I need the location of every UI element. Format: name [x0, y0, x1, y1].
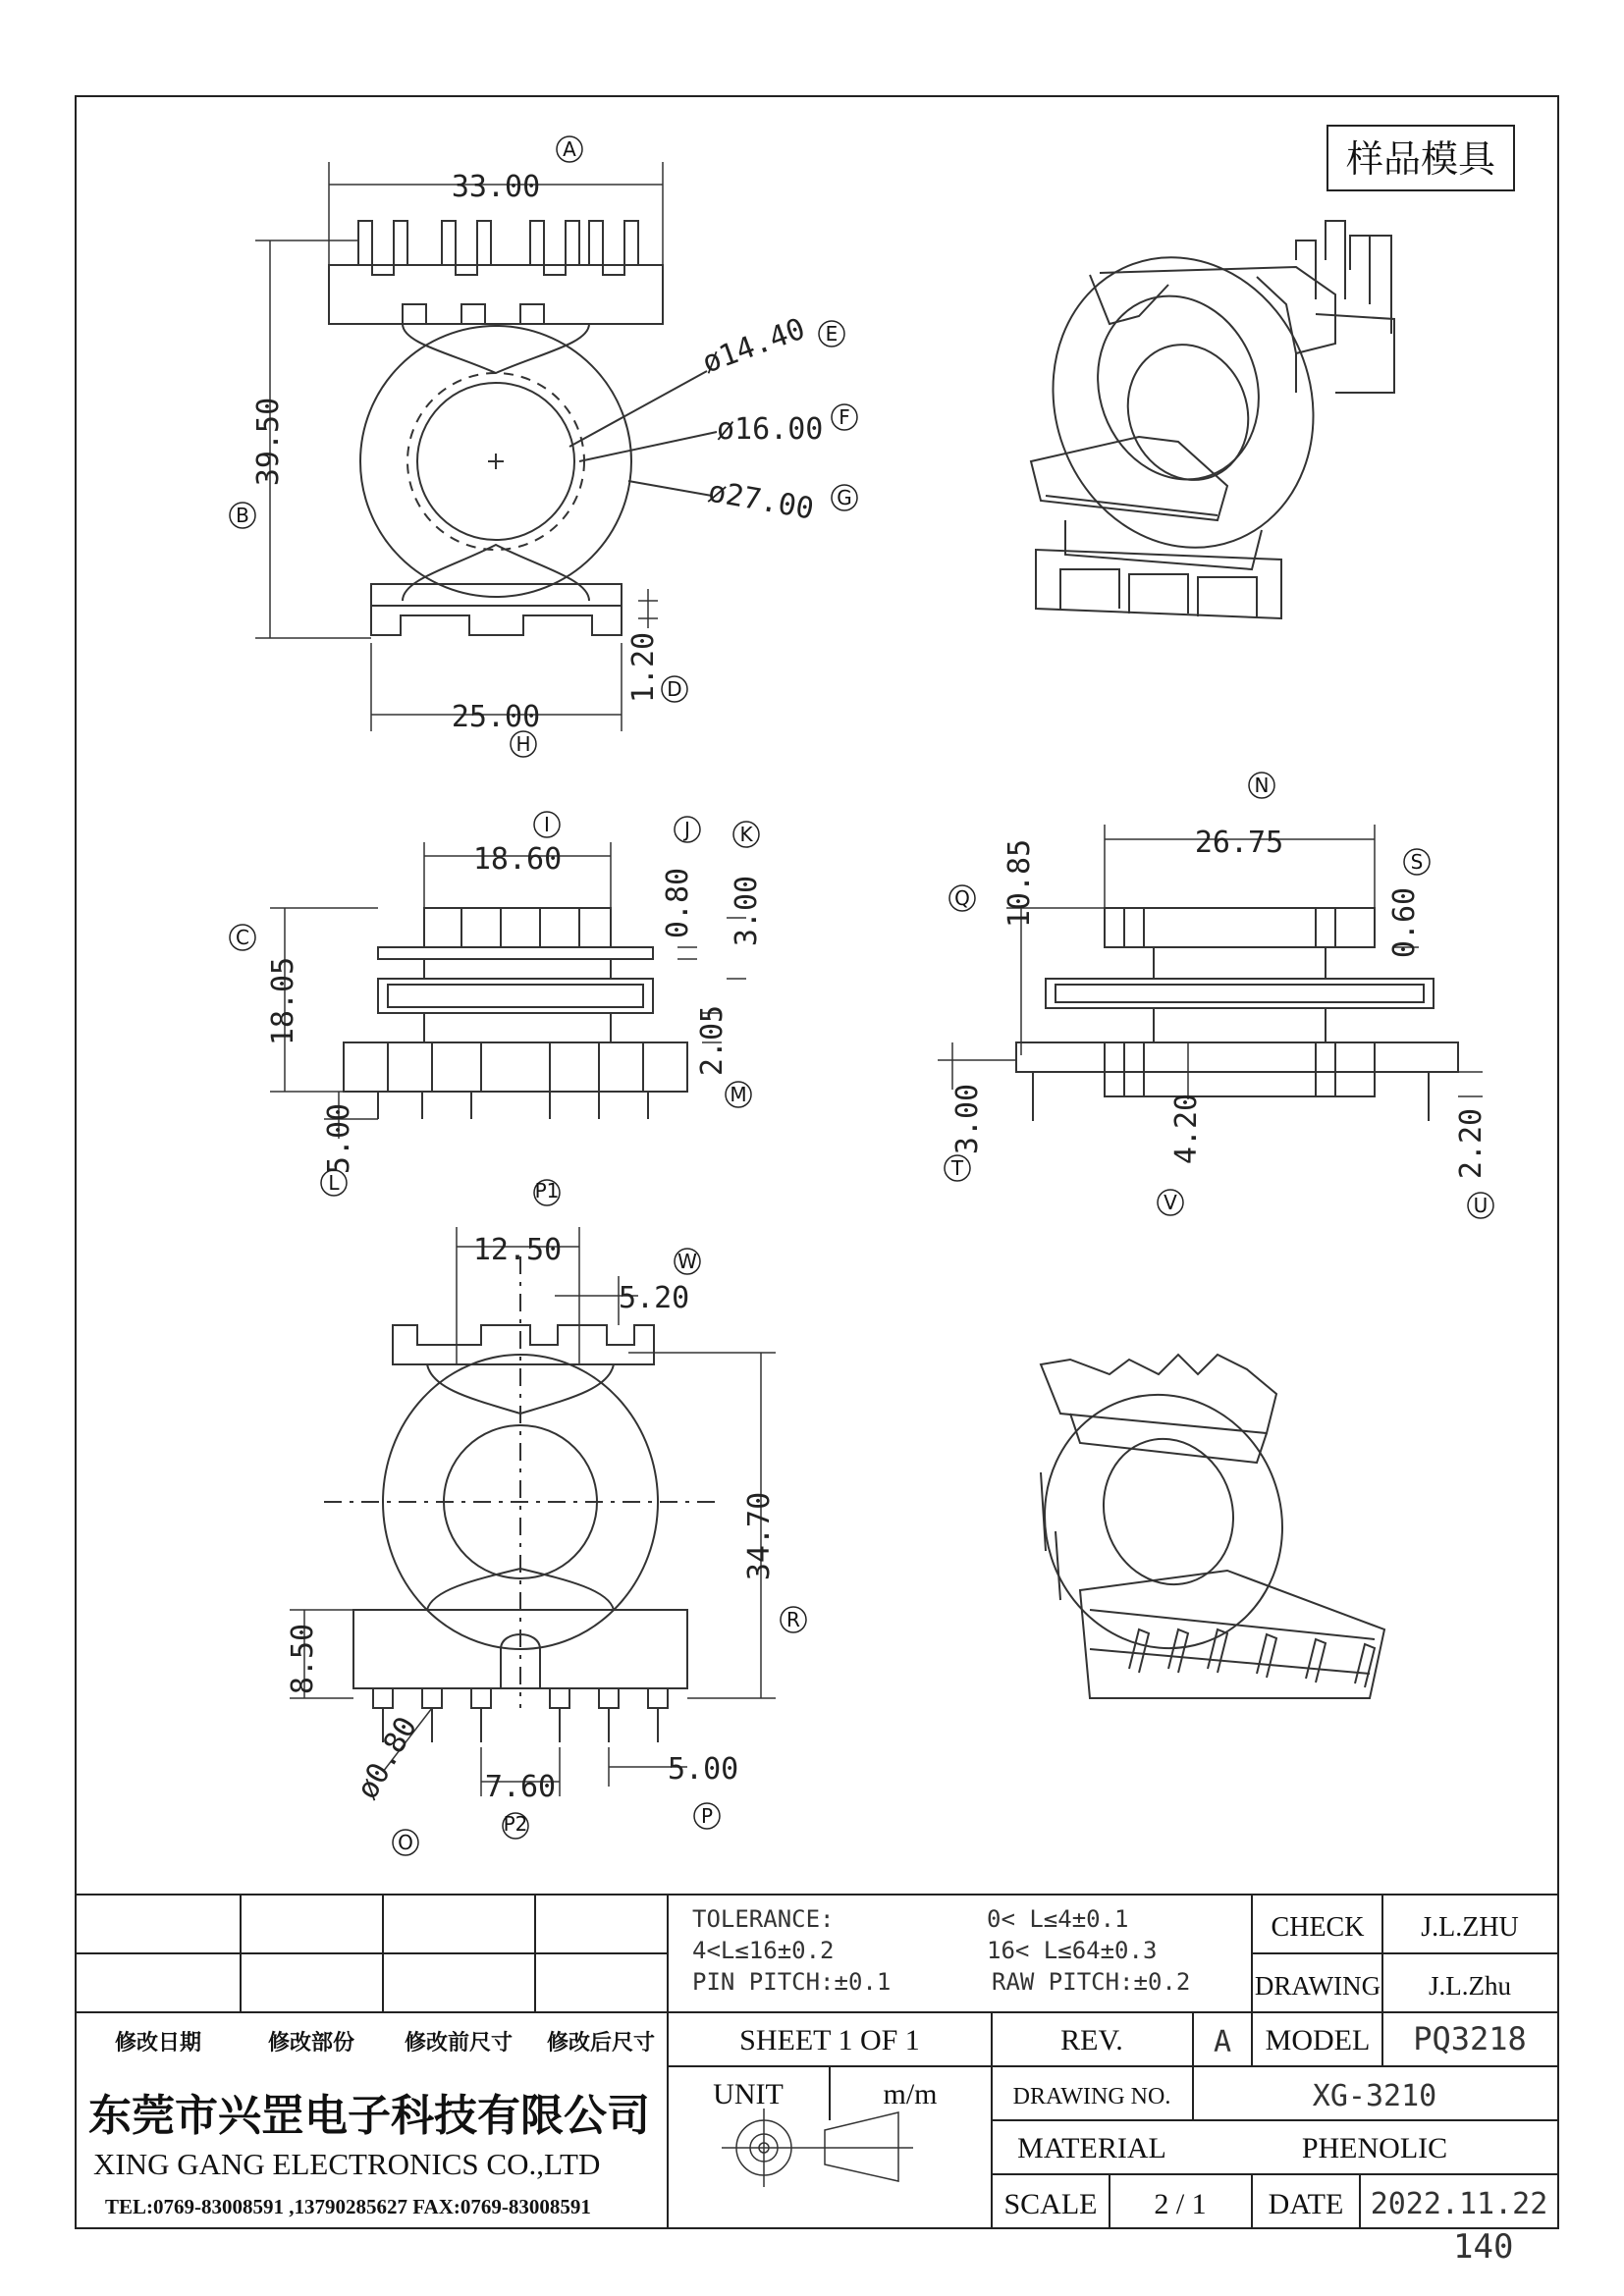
dim-P: 5.00 [668, 1752, 739, 1787]
dim-Q: 10.85 [1002, 838, 1037, 929]
drawing-no-label: DRAWING NO. [1012, 2084, 1171, 2109]
sheet-text: SHEET 1 OF 1 [739, 2024, 920, 2056]
tag-P: P [700, 1804, 714, 1828]
date-value: 2022.11.22 [1370, 2187, 1548, 2221]
dims-view-front-top [255, 162, 663, 731]
tag-D: D [667, 677, 682, 701]
rev-label: REV. [1060, 2024, 1123, 2056]
tag-R: R [786, 1608, 800, 1631]
view-front-top [329, 221, 717, 635]
drawing-label: DRAWING [1254, 1971, 1381, 2001]
tag-F: F [839, 405, 850, 429]
dim-K: 3.00 [730, 875, 764, 947]
tag-E: E [825, 322, 839, 346]
dim-C: 18.05 [266, 956, 300, 1046]
dim-A: 33.00 [451, 170, 541, 204]
tolerance-2: 4<L≤16±0.2 [692, 1937, 835, 1964]
dims-view-front-bottom [290, 1227, 776, 1796]
dim-I: 18.60 [472, 842, 563, 877]
tag-L: L [328, 1171, 340, 1195]
check-value: J.L.ZHU [1421, 1912, 1519, 1943]
tag-A: A [563, 137, 576, 161]
scale-label: SCALE [1003, 2188, 1098, 2220]
rev-header-before: 修改前尺寸 [404, 2030, 514, 2056]
dimension-texts [251, 170, 1489, 1805]
tolerance-3: 16< L≤64±0.3 [987, 1937, 1158, 1964]
material-label: MATERIAL [1017, 2132, 1166, 2164]
dim-J: 0.80 [661, 867, 695, 939]
view-front-bottom [324, 1256, 717, 1742]
tag-B: B [236, 504, 249, 527]
label-tag-texts [236, 137, 1488, 1854]
tag-S: S [1410, 850, 1424, 874]
page-number: 140 [1453, 2227, 1514, 2267]
tag-K: K [739, 823, 753, 846]
dim-R: 34.70 [742, 1491, 777, 1581]
rev-header-part: 修改部份 [267, 2030, 355, 2056]
tag-I: I [544, 813, 550, 836]
dim-L: 5.00 [322, 1102, 356, 1175]
view-iso-top [1013, 221, 1394, 618]
material-value: PHENOLIC [1301, 2132, 1448, 2164]
tag-V: V [1164, 1191, 1177, 1214]
drawing-no-value: XG-3210 [1312, 2079, 1437, 2113]
stamp-text: 样品模具 [1345, 137, 1496, 181]
raw-pitch: RAW PITCH:±0.2 [992, 1968, 1191, 1996]
tolerance-1: 0< L≤4±0.1 [987, 1905, 1129, 1933]
tag-U: U [1473, 1194, 1489, 1217]
tolerance-title: TOLERANCE: [692, 1905, 835, 1933]
dim-X: 8.50 [286, 1623, 320, 1695]
rev-header-after: 修改后尺寸 [546, 2030, 656, 2056]
tag-J: J [684, 818, 690, 841]
tag-N: N [1254, 774, 1270, 797]
dim-W: 5.20 [619, 1281, 690, 1315]
dim-D: 1.20 [626, 631, 661, 704]
dim-B: 39.50 [251, 397, 286, 487]
dim-E: ø14.40 [697, 311, 810, 381]
unit-label: UNIT [713, 2078, 784, 2110]
model-value: PQ3218 [1413, 2020, 1527, 2057]
dim-H: 25.00 [451, 700, 541, 734]
unit-value: m/m [883, 2078, 938, 2110]
tag-W: W [677, 1250, 697, 1273]
tag-P2: P2 [503, 1812, 528, 1836]
model-label: MODEL [1265, 2024, 1371, 2056]
tag-T: T [950, 1156, 964, 1180]
dim-G: ø27.00 [705, 474, 817, 527]
rev-header-date: 修改日期 [114, 2030, 202, 2056]
projection-symbol-icon [722, 2109, 913, 2187]
pin-pitch: PIN PITCH:±0.1 [692, 1968, 892, 1996]
dim-F: ø16.00 [717, 412, 824, 447]
dim-P1: 12.50 [472, 1233, 563, 1267]
dim-V: 4.20 [1169, 1093, 1204, 1165]
check-label: CHECK [1271, 1912, 1365, 1943]
dim-N: 26.75 [1194, 826, 1284, 860]
scale-value: 2 / 1 [1154, 2188, 1207, 2220]
company-contact: TEL:0769-83008591 ,13790285627 FAX:0769-83008591 [105, 2195, 591, 2218]
view-iso-bottom [1012, 1355, 1384, 1698]
tag-P1: P1 [534, 1179, 560, 1202]
dim-O: ø0.80 [350, 1711, 425, 1805]
tag-Q: Q [954, 886, 970, 910]
tag-M: M [730, 1083, 747, 1106]
tag-O: O [398, 1831, 413, 1854]
tag-C: C [236, 926, 249, 949]
dim-S: 0.60 [1387, 886, 1422, 959]
dim-U: 2.20 [1454, 1107, 1489, 1180]
date-label: DATE [1268, 2188, 1344, 2220]
rev-value: A [1213, 2025, 1232, 2059]
label-tags [230, 136, 1493, 1855]
tag-H: H [515, 732, 531, 756]
dim-P2: 7.60 [484, 1770, 557, 1804]
company-en: XING GANG ELECTRONICS CO.,LTD [93, 2147, 601, 2181]
company-cn: 东莞市兴罡电子科技有限公司 [88, 2091, 650, 2141]
tag-G: G [837, 486, 852, 509]
view-side-left [344, 908, 687, 1119]
dim-M: 2.05 [695, 1004, 730, 1077]
dim-T: 3.00 [950, 1083, 985, 1155]
drawing-value: J.L.Zhu [1429, 1971, 1511, 2001]
